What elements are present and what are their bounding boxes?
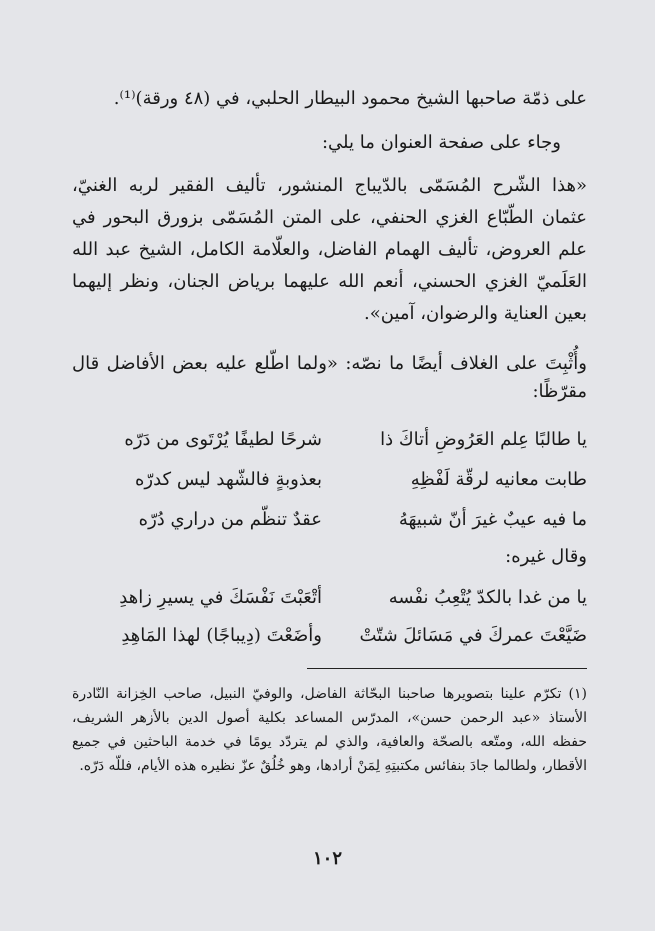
verse-first-hemistich: ضَيَّعْتَ عمركَ في مَسَائلَ شتّتْ bbox=[359, 625, 587, 646]
verse-first-hemistich: يا طالبًا عِلم العَرُوضِ أتاكَ ذا bbox=[380, 429, 587, 450]
verse-second-hemistich: شرحًا لطيفًا يُرْتَوى من دَرّه bbox=[124, 429, 322, 450]
page-number: ١٠٢ bbox=[312, 848, 342, 869]
paragraph-another-said: وقال غيره: bbox=[505, 546, 587, 567]
paragraph-cover-note: وأُثْبِتَ على الغلاف أيضًا ما نصّه: «ولما اطّلع عليه بعض الأفاضل قال مقرّظًا: bbox=[72, 353, 587, 402]
footnote-divider bbox=[307, 668, 587, 669]
paragraph-title-page-intro: وجاء على صفحة العنوان ما يلي: bbox=[321, 132, 561, 153]
verse-second-hemistich: وأضَعْتَ (دِيباجًا) لهذا المَاهِدِ bbox=[121, 625, 322, 646]
poem-verse bbox=[72, 424, 587, 456]
verse-second-hemistich: عقدٌ تنظّم من دراري دُرّه bbox=[138, 509, 322, 530]
poem-verse bbox=[72, 620, 587, 652]
verse-first-hemistich: ما فيه عيبٌ غيرَ أنّ شبيهَهُ bbox=[398, 509, 587, 530]
verse-second-hemistich: بعذوبةٍ فالشّهد ليس كدرّه bbox=[134, 469, 322, 490]
verse-first-hemistich: يا من غدا بالكدّ يُتْعِبُ نفْسه bbox=[388, 587, 587, 608]
footnote-1: (١) تكرّم علينا بتصويرها صاحبنا البحّاثة الفاضل، والوفيّ النبيل، صاحب الخِزانة النّادرة الأستاذ «عبد الرحمن حسن»، المدرّس المساعد بكلية أصول الدين بالأزهر الشريف، حفظه الله، ومتّعه بالصحّة والعافية، والذي لم يتردّد يومًا في خدمة الباحثين في جميع الأقطار، ولطالما جادَ بنفائس مكتبتِهِ لِمَنْ أرادها، وهو خُلُقٌ عزّ نظيره هذه الأيام، فللّه دَرّه. bbox=[72, 686, 587, 774]
paragraph-ownership-note: على ذمّة صاحبها الشيخ محمود البيطار الحلبي، في (٤٨ ورقة)⁽¹⁾. bbox=[113, 88, 587, 109]
poem-verse bbox=[72, 504, 587, 536]
verse-second-hemistich: أتْعَبْتَ نَفْسَكَ في يسيرِ زاهدِ bbox=[119, 587, 322, 608]
poem-verse bbox=[72, 582, 587, 614]
poem-verse bbox=[72, 464, 587, 496]
paragraph-title-page-quote: «هذا الشّرح المُسَمّى بالدّيباج المنشور، تأليف الفقير لربه الغنيّ، عثمان الطّبّاع الغزي الحنفي، على المتن المُسَمّى بزورق البحور في علم العروض، تأليف الهمام الفاضل، والعلّامة الكامل، الشيخ عبد الله العَلَميّ الغزي الحسني، أنعم الله عليهما برياض الجنان، ونظر إليهما بعين العناية والرضوان، آمين». bbox=[72, 175, 587, 324]
verse-first-hemistich: طابت معانيه لرقّة لَفْظِهِ bbox=[410, 469, 587, 490]
